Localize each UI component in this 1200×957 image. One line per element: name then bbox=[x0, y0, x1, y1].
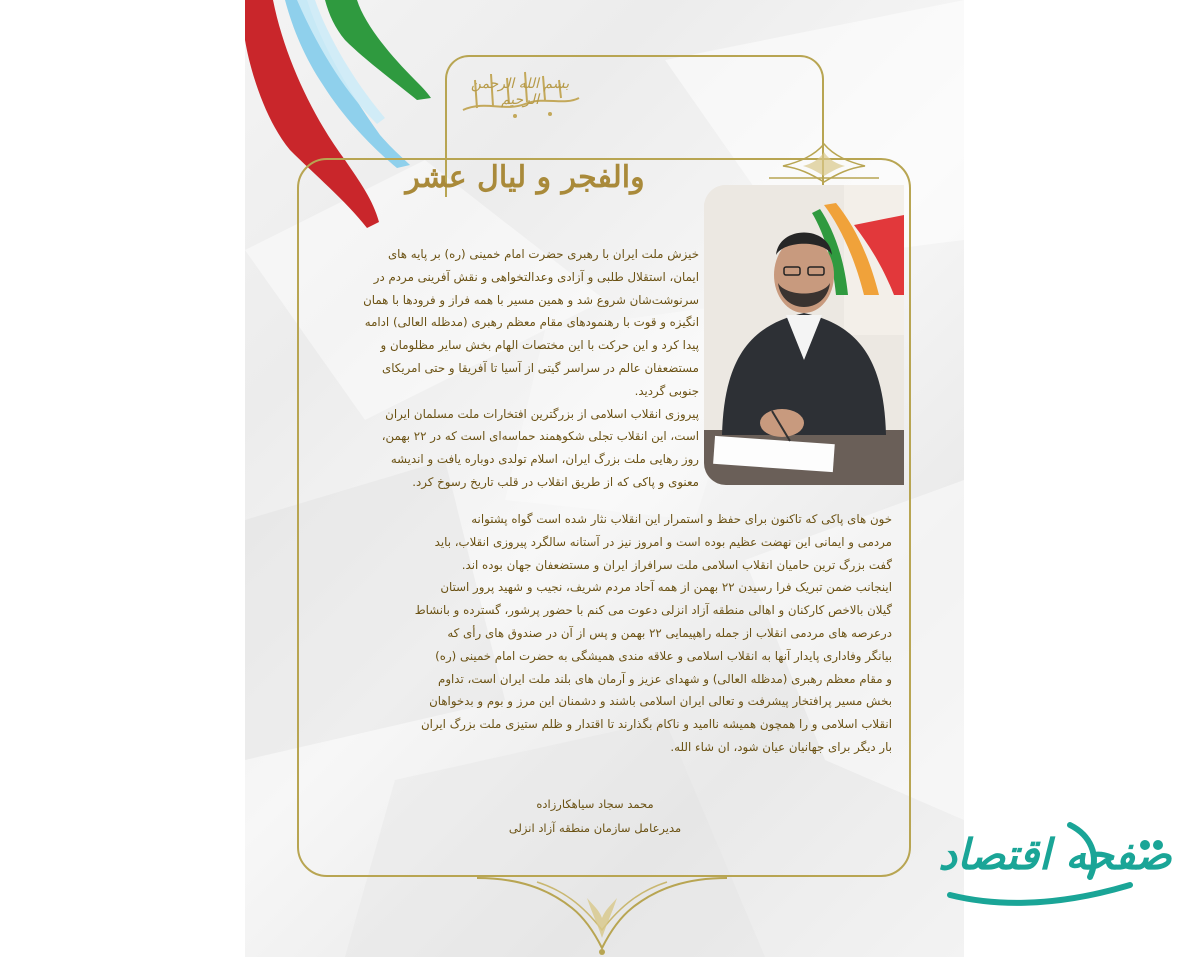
bottom-ornament bbox=[477, 868, 727, 957]
paragraph-2-line: بخش مسیر پرافتخار پیشرفت و تعالی ایران اسلامی باشند و دشمنان این مرز و بوم و بدخواهان bbox=[429, 694, 892, 709]
signature-block bbox=[495, 792, 695, 840]
paragraph-1 bbox=[327, 243, 699, 494]
paragraph-1-line: ایمان، استقلال طلبی و آزادی وعدالتخواهی و نقش آفرینی مردم در bbox=[373, 269, 699, 284]
headline: والفجر و ليال عشر bbox=[405, 160, 645, 195]
paragraph-1-line: معنوی و پاکی که از طریق انقلاب در قلب تاریخ رسوخ کرد. bbox=[412, 474, 699, 489]
paragraph-1-line: است، این انقلاب تجلی شکوهمند حماسه‌ای است که در ۲۲ بهمن، bbox=[381, 429, 699, 444]
paragraph-1-line: پیروزی انقلاب اسلامی از بزرگترین افتخارات ملت مسلمان ایران bbox=[385, 406, 699, 421]
paragraph-1-line: جنوبی گردید. bbox=[634, 383, 699, 398]
paragraph-2-line: گفت بزرگ ترین حامیان انقلاب اسلامی ملت سرافراز ایران و مستضعفان جهان بوده اند. bbox=[461, 557, 892, 572]
paragraph-1-line: مستضعفان عالم در سراسر گیتی از آسیا تا آفریقا و حتی امریکای bbox=[381, 360, 699, 375]
paragraph-2-line: مردمی و ایمانی این نهضت عظیم بوده است و امروز نیز در آستانه سالگرد پیروزی انقلاب، باید bbox=[434, 534, 892, 549]
paragraph-2-line: بار دیگر برای جهانیان عیان شود، ان شاء الله. bbox=[670, 739, 892, 754]
top-ornament bbox=[769, 140, 879, 186]
paragraph-1-line: خیزش ملت ایران با رهبری حضرت امام خمینی (ره) بر پایه های bbox=[387, 247, 699, 261]
poster bbox=[245, 0, 964, 957]
watermark-logo bbox=[930, 805, 1180, 925]
paragraph-2-line: انقلاب اسلامی و را همچون همیشه ناامید و ناکام بگذارند تا اقتدار و ظلم ستیزی ملت بزرگ ایران bbox=[420, 717, 892, 732]
paragraph-2-line: گیلان بالاخص کارکنان و اهالی منطقه آزاد انزلی دعوت می کنم با حضور پرشور، گسترده و بانشاط bbox=[414, 603, 892, 618]
paragraph-2-line: درعرصه های مردمی انقلاب از جمله راهپیمایی ۲۲ بهمن و پس از آن در صندوق های رأی که bbox=[447, 625, 892, 640]
basmala-calligraphy bbox=[455, 60, 585, 126]
paragraph-1-line: سرنوشت‌شان شروع شد و همین مسیر با همه فراز و فرودها با همان bbox=[363, 292, 699, 307]
paragraph-1-line: پیدا کرد و این حرکت با این مختصات الهام بخش سایر مظلومان و bbox=[380, 338, 699, 353]
paragraph-2-line: اینجانب ضمن تبریک فرا رسیدن ۲۲ بهمن از همه آحاد مردم شریف، نجیب و شهید پرور استان bbox=[440, 580, 892, 595]
signature-title: مدیرعامل سازمان منطقه آزاد انزلی bbox=[508, 821, 682, 835]
paragraph-2 bbox=[327, 508, 892, 759]
signature-name: محمد سجاد سیاهکارزاده bbox=[536, 797, 654, 811]
official-photo bbox=[704, 185, 904, 485]
basmala-text: بسم الله الرحمن الرحيم bbox=[470, 76, 570, 108]
paragraph-1-line: روز رهایی ملت بزرگ ایران، اسلام تولدی دوباره یافت و اندیشه bbox=[390, 452, 699, 467]
paragraph-2-line: بیانگر وفاداری پایدار آنها به انقلاب اسلامی و علاقه مندی همیشگی به حضرت امام خمینی (ره) bbox=[435, 648, 892, 663]
paragraph-2-line: و مقام معظم رهبری (مدظله العالی) و شهدای عزیز و آرمان های بلند ملت ایران است، تداوم bbox=[438, 671, 892, 686]
logo-text: صفحه اقتصاد bbox=[938, 830, 1172, 879]
paragraph-1-line: انگیزه و قوت با رهنمودهای مقام معظم رهبری (مدظله العالی) ادامه bbox=[364, 315, 699, 330]
paragraph-2-line: خون های پاکی که تاکنون برای حفظ و استمرار این انقلاب نثار شده است گواه پشتوانه bbox=[471, 512, 892, 526]
